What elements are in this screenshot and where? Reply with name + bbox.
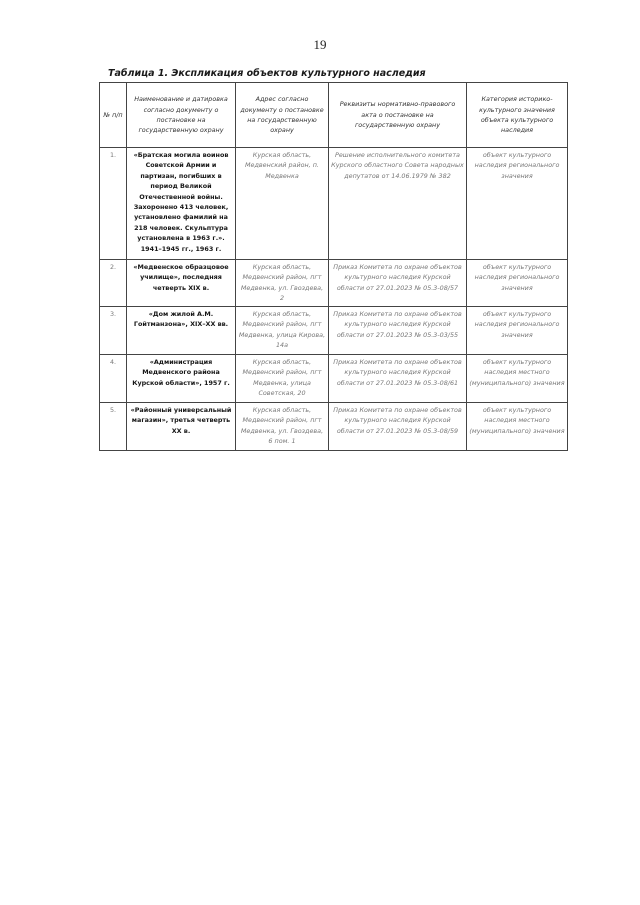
table-row — [100, 355, 568, 403]
object-name: «Братская могила воинов Советской Армии и партизан, погибших в период Великой Отечественной войны. Захоронено 413 человек, установлено фамилий на 218 человек. Скульптура установлена в 1963 г.». 1941–1945 гг., 1963 г. — [127, 148, 236, 260]
table-row — [100, 307, 568, 355]
row-number: 5. — [100, 403, 127, 451]
heritage-objects-table — [99, 82, 568, 451]
legal-act: Приказ Комитета по охране объектов культурного наследия Курской области от 27.01.2023 № 05.3-08/57 — [329, 260, 467, 307]
row-number: 3. — [100, 307, 127, 355]
object-address: Курская область, Медвенский район, пгт Медвенка, ул. Гвоздева, 6 пом. 1 — [236, 403, 329, 451]
legal-act: Приказ Комитета по охране объектов культурного наследия Курской области от 27.01.2023 № 05.3-08/59 — [329, 403, 467, 451]
table-row — [100, 148, 568, 260]
table-caption: Таблица 1. Экспликация объектов культурного наследия — [108, 68, 426, 79]
legal-act: Решение исполнительного комитета Курского областного Совета народных депутатов от 14.06.1979 № 382 — [329, 148, 467, 260]
table-row — [100, 403, 568, 451]
legal-act: Приказ Комитета по охране объектов культурного наследия Курской области от 27.01.2023 № 05.3-08/61 — [329, 355, 467, 403]
object-name: «Дом жилой А.М. Гойтманзона», XIX–XX вв. — [127, 307, 236, 355]
object-address: Курская область, Медвенский район, пгт Медвенка, ул. Гвоздева, 2 — [236, 260, 329, 307]
table-header-row — [100, 83, 568, 148]
header-requisites: Реквизиты нормативно-правового акта о постановке на государственную охрану — [329, 83, 467, 148]
header-address: Адрес согласно документу о постановке на государственную охрану — [236, 83, 329, 148]
significance-category: объект культурного наследия местного (муниципального) значения — [467, 355, 568, 403]
object-name: «Медвенское образцовое училище», последняя четверть XIX в. — [127, 260, 236, 307]
significance-category: объект культурного наследия регионального значения — [467, 148, 568, 260]
significance-category: объект культурного наследия регионального значения — [467, 260, 568, 307]
header-number: № п/п — [100, 83, 127, 148]
page-number: 19 — [313, 37, 327, 52]
object-address: Курская область, Медвенский район, пгт Медвенка, улица Кирова, 14а — [236, 307, 329, 355]
object-name: «Районный универсальный магазин», третья четверть XX в. — [127, 403, 236, 451]
header-name: Наименование и датировка согласно документу о постановке на государственную охрану — [127, 83, 236, 148]
object-address: Курская область, Медвенский район, п. Медвенка — [236, 148, 329, 260]
row-number: 1. — [100, 148, 127, 260]
row-number: 4. — [100, 355, 127, 403]
significance-category: объект культурного наследия регионального значения — [467, 307, 568, 355]
table-row — [100, 260, 568, 307]
header-category: Категория историко-культурного значения объекта культурного наследия — [467, 83, 568, 148]
row-number: 2. — [100, 260, 127, 307]
significance-category: объект культурного наследия местного (муниципального) значения — [467, 403, 568, 451]
legal-act: Приказ Комитета по охране объектов культурного наследия Курской области от 27.01.2023 № 05.3-03/55 — [329, 307, 467, 355]
object-name: «Администрация Медвенского района Курской области», 1957 г. — [127, 355, 236, 403]
object-address: Курская область, Медвенский район, пгт Медвенка, улица Советская, 20 — [236, 355, 329, 403]
